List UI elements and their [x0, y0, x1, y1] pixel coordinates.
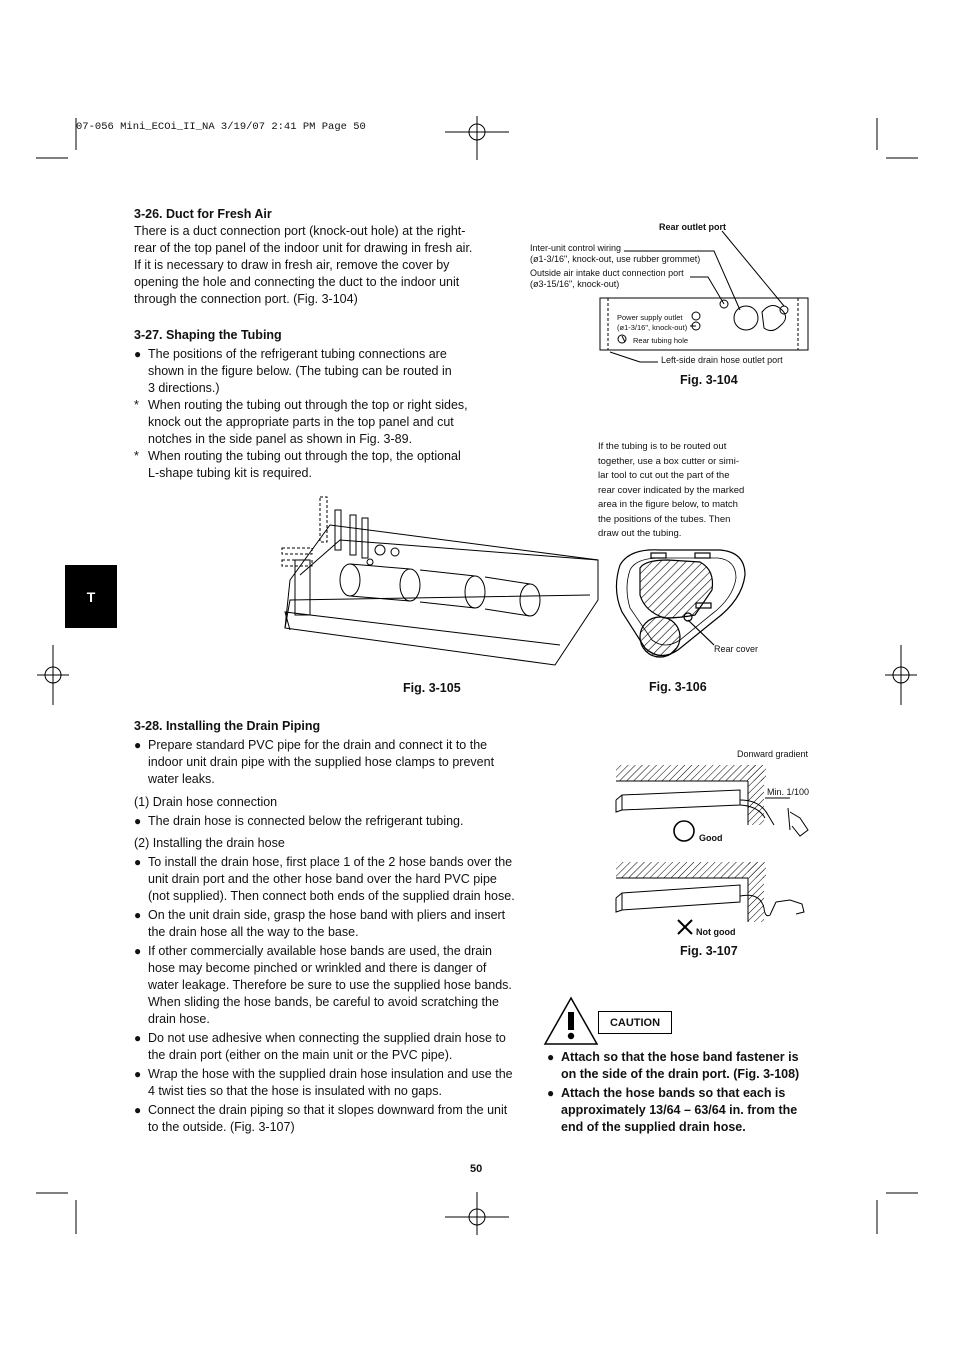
text-line: through the connection port. (Fig. 3-104) — [134, 292, 358, 306]
caution-label-text: CAUTION — [609, 1016, 661, 1029]
caution-label — [598, 1011, 672, 1034]
fig106-rear-cover-label: Rear cover — [714, 644, 759, 654]
text-line: (not supplied). Then connect both ends of the supplied drain hose. — [148, 889, 515, 903]
text-line: L-shape tubing kit is required. — [148, 466, 312, 480]
text-line: shown in the figure below. (The tubing can be routed in — [148, 364, 452, 378]
text-line: (ø3-15/16", knock-out) — [530, 279, 620, 289]
text-line: ● Prepare standard PVC pipe for the drain and connect it to the — [148, 738, 488, 752]
text-line: ● To install the drain hose, first place 1 of the 2 hose bands over the — [148, 855, 513, 869]
text-line: (ø1-3/16", knock-out, use rubber grommet) — [530, 254, 701, 264]
text-line: If it is necessary to draw in fresh air, remove the cover by — [134, 258, 450, 272]
text-line: draw out the tubing. — [598, 528, 682, 539]
text-line: area in the figure below, to match — [598, 499, 738, 510]
subheading-installing-drain-hose: (2) Installing the drain hose — [134, 836, 285, 850]
text-line: There is a duct connection port (knock-out hole) at the right- — [134, 224, 466, 238]
text-line: ● The positions of the refrigerant tubing connections are — [148, 347, 447, 361]
text-line: ● If other commercially available hose bands are used, the drain — [148, 944, 492, 958]
text-line: the drain port (either on the main unit or the PVC pipe). — [148, 1048, 453, 1062]
text-line: unit drain port and the other hose band over the hard PVC pipe — [148, 872, 497, 886]
text-line: * When routing the tubing out through the top or right sides, — [148, 398, 468, 412]
text-line: 4 twist ties so that the hose is insulated with no gaps. — [148, 1084, 442, 1098]
text-line: opening the hole and connecting the duct to the indoor unit — [134, 275, 460, 289]
page-number: 50 — [470, 1163, 483, 1175]
text-line: drain hose. — [148, 1012, 210, 1026]
text-line: hose may become pinched or wrinkled and there is danger of — [148, 961, 487, 975]
fig106-caption: Fig. 3-106 — [649, 680, 707, 694]
text-line: ● The drain hose is connected below the refrigerant tubing. — [148, 814, 464, 828]
warning-triangle-icon — [545, 996, 605, 1048]
text-line: indoor unit drain pipe with the supplied hose clamps to prevent — [148, 755, 495, 769]
text-line: water leakage. Therefore be sure to use the supplied hose bands. — [148, 978, 512, 992]
fig107-caption: Fig. 3-107 — [680, 944, 738, 958]
subheading-drain-hose-connection: (1) Drain hose connection — [134, 795, 278, 809]
text-line: the positions of the tubes. Then — [598, 513, 731, 525]
text-line: rear of the top panel of the indoor unit for drawing in fresh air. — [134, 241, 473, 255]
text-line: 3 directions.) — [148, 381, 220, 395]
fig104-left-drain-label: Left-side drain hose outlet port — [661, 355, 783, 365]
section-3-26-heading: 3-26. Duct for Fresh Air — [134, 207, 272, 221]
text-line: (ø1-3/16", knock-out) — [617, 323, 688, 332]
text-line: end of the supplied drain hose. — [561, 1120, 746, 1134]
text-line: knock out the appropriate parts in the top panel and cut — [148, 415, 454, 429]
text-line: water leaks. — [148, 772, 215, 786]
fig107-good-label: Good — [699, 833, 723, 843]
section-3-28-heading: 3-28. Installing the Drain Piping — [134, 719, 321, 733]
section-tab-letter: T — [86, 588, 96, 605]
text-line: ● On the unit drain side, grasp the hose band with pliers and insert — [148, 908, 506, 922]
caution-item — [547, 1049, 799, 1083]
text-line: on the side of the drain port. (Fig. 3-108) — [561, 1067, 800, 1081]
text-line: approximately 13/64 – 63/64 in. from the — [561, 1103, 798, 1117]
text-line: When sliding the hose bands, be careful to avoid scratching the — [148, 995, 499, 1009]
section-3-27-heading: 3-27. Shaping the Tubing — [134, 328, 282, 342]
text-line: to the outside. (Fig. 3-107) — [148, 1120, 295, 1134]
text-line: ● Attach so that the hose band fastener is — [561, 1050, 799, 1064]
text-line: lar tool to cut out the part of the — [598, 470, 730, 481]
print-slug: 07-056 Mini_ECOi_II_NA 3/19/07 2:41 PM Page 50 — [76, 121, 366, 133]
text-line: rear cover indicated by the marked — [598, 484, 745, 496]
fig107-not-good-label: Not good — [696, 927, 736, 937]
text-line: ● Attach the hose bands so that each is — [561, 1086, 786, 1100]
fig104-rear-tubing-label: Rear tubing hole — [633, 336, 689, 345]
text-line: ● Wrap the hose with the supplied drain hose insulation and use the — [148, 1067, 513, 1081]
fig104-rear-outlet-label: Rear outlet port — [659, 222, 727, 232]
text-line: If the tubing is to be routed out — [598, 441, 727, 452]
text-line: the drain hose all the way to the base. — [148, 925, 359, 939]
text-line: * When routing the tubing out through the top, the optional — [148, 449, 461, 463]
text-line: ● Connect the drain piping so that it slopes downward from the unit — [148, 1103, 508, 1117]
text-line: Inter-unit control wiring — [530, 243, 622, 253]
caution-item — [547, 1085, 797, 1136]
fig107-gradient-label: Donward gradient — [737, 749, 809, 759]
text-line: Power supply outlet — [617, 313, 683, 322]
text-line: together, use a box cutter or simi- — [598, 455, 739, 467]
fig104-caption: Fig. 3-104 — [680, 373, 738, 387]
fig105-caption: Fig. 3-105 — [403, 681, 461, 695]
text-line: ● Do not use adhesive when connecting the supplied drain hose to — [148, 1031, 506, 1045]
text-line: Outside air intake duct connection port — [530, 268, 684, 278]
text-line: notches in the side panel as shown in Fig. 3-89. — [148, 432, 413, 446]
fig107-min-label: Min. 1/100 — [767, 787, 810, 797]
